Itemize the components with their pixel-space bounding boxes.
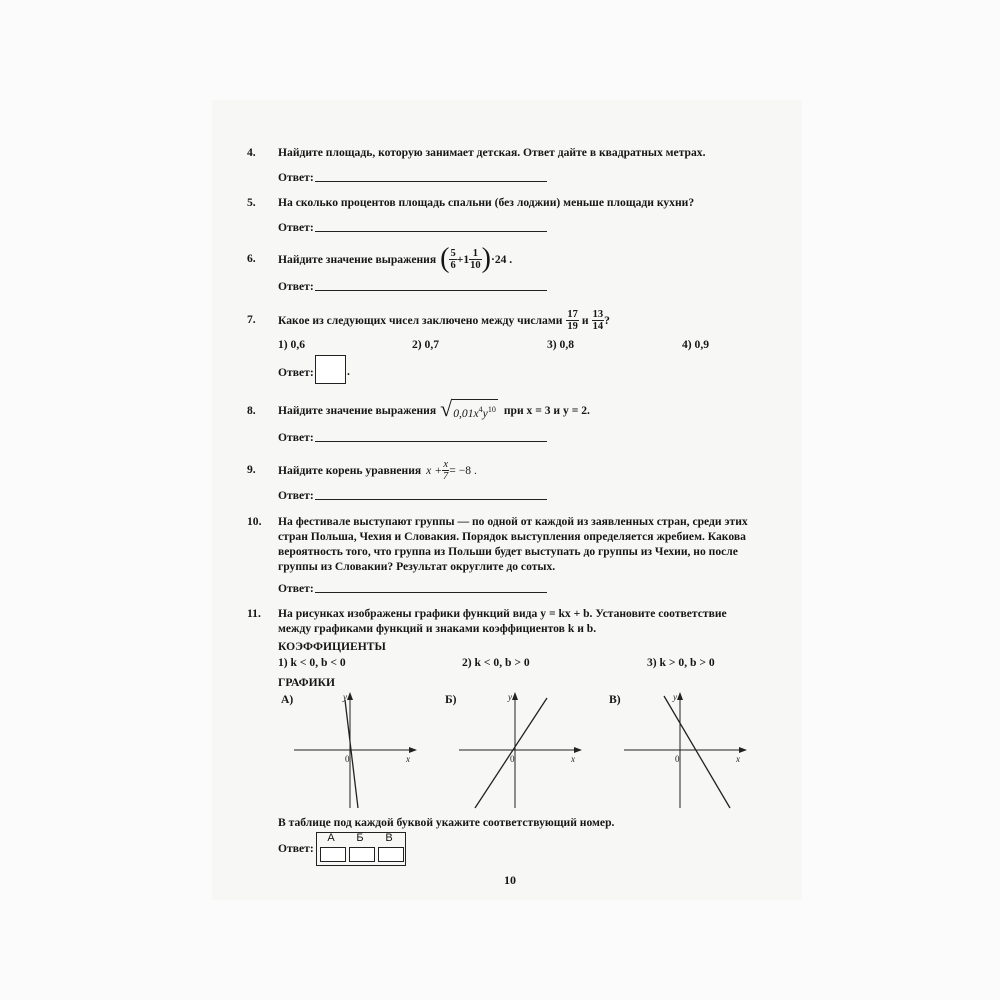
answer-label-10: Ответ: (278, 582, 314, 595)
question-5-number: 5. (247, 196, 256, 209)
answer-label-11: Ответ: (278, 842, 314, 855)
question-9-text (278, 456, 477, 484)
answer-field-4[interactable] (315, 181, 547, 182)
question-10-line-1: На фестивале выступают группы — по одной от каждой из заявленных стран, среди этих (278, 515, 748, 528)
option-4[interactable]: 4) 0,9 (682, 338, 710, 351)
square-root (440, 396, 498, 422)
and-word: и (581, 313, 589, 327)
equation-rhs: = −8 . (449, 463, 477, 477)
answer-cell-c[interactable] (378, 847, 404, 862)
graph-b-label: Б) (445, 693, 457, 706)
table-header-a: А (327, 832, 335, 844)
question-8-text (278, 396, 590, 424)
question-10-number: 10. (247, 515, 262, 528)
graph-c-origin: 0 (675, 754, 680, 764)
question-7-prompt: Какое из следующих чисел заключено между числами (278, 313, 563, 327)
graph-c-y-arrow (677, 692, 683, 700)
graph-c-y-label: y (673, 692, 677, 702)
answer-field-5[interactable] (315, 231, 547, 232)
fraction-13-14: $\frac{13}{14}$ (592, 308, 604, 332)
answer-cell-a[interactable] (320, 847, 346, 862)
table-header-b: Б (356, 832, 364, 844)
answer-field-9[interactable] (315, 499, 547, 500)
graph-b-y-label: y (508, 692, 512, 702)
question-10-line-3: вероятность того, что группа из Польши будет выступать до группы из Чехии, но после (278, 545, 738, 558)
graph-b-y-arrow (512, 692, 518, 700)
coefficients-title: КОЭФФИЦИЕНТЫ (278, 640, 386, 653)
question-11-line-1: На рисунках изображены графики функций вида y = kx + b. Установите соответствие (278, 607, 727, 620)
question-8-number: 8. (247, 404, 256, 417)
coef-option-3: 3) k > 0, b > 0 (647, 656, 715, 669)
graph-c (620, 690, 750, 810)
graph-a-label: А) (281, 693, 294, 706)
graph-a (290, 690, 420, 810)
table-instruction: В таблице под каждой буквой укажите соответствующий номер. (278, 816, 615, 829)
graph-b-line (475, 698, 547, 808)
graph-a-x-label: x (406, 754, 410, 764)
radicand: $0,01x^4y^{10}$ (452, 399, 498, 421)
graph-b-x-label: x (571, 754, 575, 764)
question-10-line-4: группы из Словакии? Результат округлите до сотых. (278, 560, 556, 573)
question-7-number: 7. (247, 313, 256, 326)
answer-cell-b[interactable] (349, 847, 375, 862)
question-7-text (278, 305, 610, 335)
graph-c-line (664, 696, 730, 808)
question-11-text (278, 606, 778, 636)
paren-close: ) (481, 243, 491, 274)
graph-c-x-arrow (739, 747, 747, 753)
question-11-line-2: между графиками функций и знаками коэффициентов k и b. (278, 622, 597, 635)
question-6-prompt: Найдите значение выражения (278, 252, 437, 266)
graph-a-x-arrow (409, 747, 417, 753)
question-10-text (278, 514, 778, 574)
question-6-text (278, 243, 512, 275)
question-10-line-2: стран Польша, Чехия и Словакия. Порядок выступления определяется жребием. Какова (278, 530, 746, 543)
coef-option-2: 2) k < 0, b > 0 (462, 656, 530, 669)
answer-field-8[interactable] (315, 441, 547, 442)
answer-field-6[interactable] (315, 290, 547, 291)
answer-label-4: Ответ: (278, 171, 314, 184)
coef-option-1: 1) k < 0, b < 0 (278, 656, 346, 669)
fraction-1-10: $\frac{1}{10}$ (470, 247, 481, 271)
option-2[interactable]: 2) 0,7 (412, 338, 440, 351)
answer-label-8: Ответ: (278, 431, 314, 444)
answer-box-7[interactable] (315, 355, 346, 384)
plus-one: +1 (456, 252, 470, 266)
graphs-title: ГРАФИКИ (278, 676, 336, 689)
graph-c-label: В) (609, 693, 621, 706)
question-6-number: 6. (247, 252, 256, 265)
page-number: 10 (504, 873, 516, 887)
answer-field-10[interactable] (315, 592, 547, 593)
answer-label-7: Ответ: (278, 366, 314, 379)
answer-label-6: Ответ: (278, 280, 314, 293)
graph-b (455, 690, 585, 810)
answer-label-9: Ответ: (278, 489, 314, 502)
question-9-prompt: Найдите корень уравнения (278, 463, 422, 477)
graph-b-origin: 0 (510, 754, 515, 764)
question-8-condition: при x = 3 и y = 2. (503, 403, 590, 417)
fraction-5-6: $\frac{5}{6}$ (450, 247, 456, 271)
question-4-text: Найдите площадь, которую занимает детская. Ответ дайте в квадратных метрах. (278, 146, 706, 159)
question-5-text: На сколько процентов площадь спальни (без лоджии) меньше площади кухни? (278, 196, 695, 209)
option-3[interactable]: 3) 0,8 (547, 338, 575, 351)
graph-a-y-label: y (343, 692, 347, 702)
table-header-c: В (385, 832, 393, 844)
times-24: ·24 . (490, 252, 513, 266)
paren-open: ( (440, 243, 450, 274)
equation-lhs: x + (426, 463, 443, 477)
answer-label-5: Ответ: (278, 221, 314, 234)
period-mark: . (347, 365, 350, 378)
question-9-number: 9. (247, 463, 256, 476)
graph-b-x-arrow (574, 747, 582, 753)
fraction-17-19: $\frac{17}{19}$ (567, 308, 578, 332)
fraction-x-7: $\frac{x}{7}$ (443, 458, 449, 482)
graph-a-y-arrow (347, 692, 353, 700)
question-11-number: 11. (247, 607, 261, 620)
question-8-prompt: Найдите значение выражения (278, 403, 437, 417)
question-4-number: 4. (247, 146, 256, 159)
graph-c-x-label: x (736, 754, 740, 764)
option-1[interactable]: 1) 0,6 (278, 338, 306, 351)
question-mark: ? (604, 313, 610, 327)
graph-a-origin: 0 (345, 754, 350, 764)
radical-sign: √ (440, 396, 453, 422)
